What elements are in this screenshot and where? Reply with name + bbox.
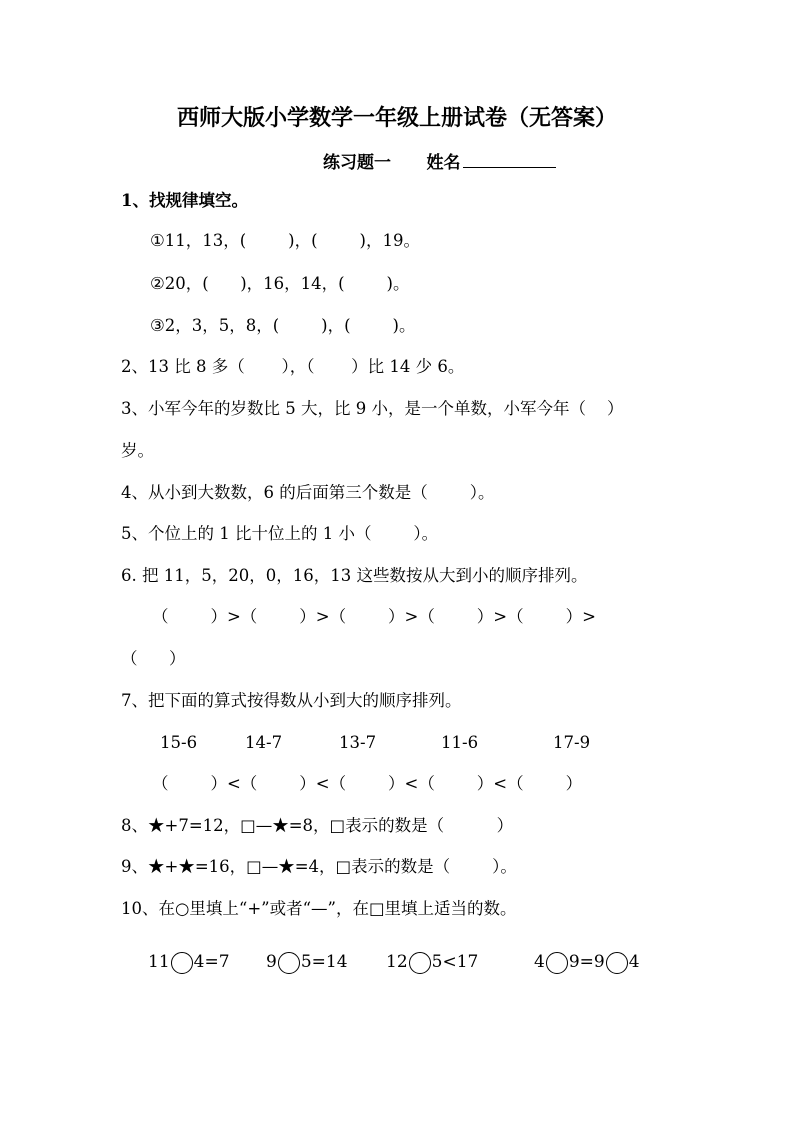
subtitle	[323, 148, 556, 173]
q7-expr-3: 13-7	[339, 733, 377, 752]
answer-circle-5[interactable]	[606, 952, 628, 974]
q6-stem: 6. 把 11，5，20，0，16，13 这些数按从大到小的顺序排列。	[121, 566, 588, 585]
q10-equation-2	[266, 950, 348, 974]
q10-eq1-left: 11	[148, 952, 170, 972]
q3-line2: 岁。	[121, 441, 154, 460]
q7-expr-1: 15-6	[160, 733, 198, 752]
answer-circle-2[interactable]	[278, 952, 300, 974]
subtitle-text: 练习题一 姓名	[323, 153, 461, 173]
q1-item-c: ③2，3，5，8，( )，( )。	[150, 316, 416, 335]
q10-equation-4	[534, 950, 640, 974]
q7-stem: 7、把下面的算式按得数从小到大的顺序排列。	[121, 691, 462, 710]
q10-eq4-mid: 9=9	[568, 952, 605, 972]
q1-stem: 1、找规律填空。	[121, 191, 248, 210]
q10-eq4-left: 4	[534, 952, 545, 972]
q7-expr-5: 17-9	[553, 733, 591, 752]
q10-eq3-left: 12	[386, 952, 408, 972]
q9: 9、★+★=16，□—★=4，□表示的数是（ ）。	[121, 857, 517, 876]
q10-stem: 10、在○里填上“+”或者“—”，在□里填上适当的数。	[121, 899, 517, 918]
q8: 8、★+7=12，□—★=8，□表示的数是（ ）	[121, 816, 514, 835]
answer-circle-4[interactable]	[546, 952, 568, 974]
q10-equation-3	[386, 950, 478, 974]
answer-circle-3[interactable]	[409, 952, 431, 974]
q7-order: （ ）<（ ）<（ ）<（ ）<（ ）	[152, 774, 583, 793]
q1-item-a: ①11，13，( )，( )，19。	[150, 231, 420, 250]
q10-equation-1	[148, 950, 230, 974]
q6-order-line1: （ ）>（ ）>（ ）>（ ）>（ ）>	[152, 607, 596, 626]
q4: 4、从小到大数数，6 的后面第三个数是（ ）。	[121, 483, 495, 502]
q1-item-b: ②20，( )，16，14，( )。	[150, 274, 410, 293]
q5: 5、个位上的 1 比十位上的 1 小（ ）。	[121, 524, 439, 543]
q7-expr-2: 14-7	[245, 733, 283, 752]
name-blank	[463, 151, 556, 168]
q10-eq3-right: 5<17	[431, 952, 479, 972]
q6-order-line2: （ ）	[121, 649, 186, 668]
q7-expr-4: 11-6	[441, 733, 479, 752]
q2: 2、13 比 8 多（ ），（ ）比 14 少 6。	[121, 357, 465, 376]
q10-eq1-right: 4=7	[193, 952, 230, 972]
q10-eq4-right: 4	[628, 952, 640, 972]
page-title: 西师大版小学数学一年级上册试卷（无答案）	[176, 105, 617, 131]
q10-eq2-left: 9	[266, 952, 277, 972]
q3-line1: 3、小军今年的岁数比 5 大，比 9 小，是一个单数，小军今年（ ）	[121, 399, 624, 418]
answer-circle-1[interactable]	[171, 952, 193, 974]
q10-eq2-right: 5=14	[300, 952, 348, 972]
